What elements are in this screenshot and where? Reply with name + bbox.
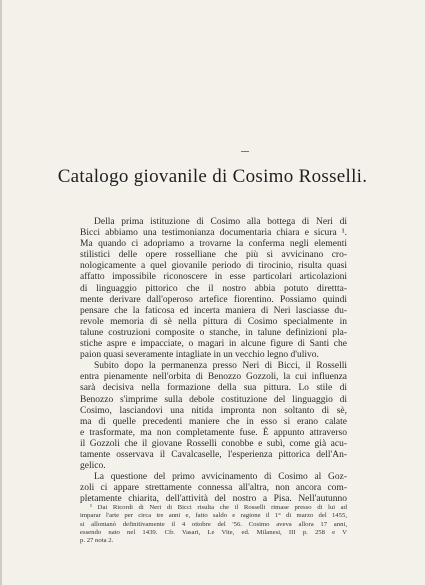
body-line: paion quasi severamente intagliate in un vecchio legno d'ulivo. (80, 350, 319, 361)
body-line: tamente osservava il Cavalcaselle, l'esperienza pittorica dell'An- (80, 449, 347, 460)
page-edge (0, 0, 2, 585)
body-line: Benozzo s'imprime sulla debole costituzione del linguaggio di (80, 394, 347, 405)
body-line: e trasformate, ma non completamente fuse. È appunto attraverso (80, 427, 347, 438)
body-line: di linguaggio pittorico che il nostro abbia potuto direttta- (80, 283, 347, 294)
body-line: mente derivare dall'operoso artefice fiorentino. Possiamo quindi (80, 294, 347, 305)
footnote-line: essendo nato nel 1439. Cfr. Vasari, Le Vite, ed. Milanesi, III p. 258 e V (80, 528, 347, 536)
body-line: pletamente chiarita, dell'attività del nostro a Pisa. Nell'autunno (80, 494, 347, 505)
body-line: nologicamente a quel giovanile periodo di tirocinio, risulta quasi (80, 261, 347, 272)
body-line: Subito dopo la permanenza presso Neri di Bicci, il Rosselli (94, 361, 347, 372)
footnote-line: ¹ Dai Ricordi di Neri di Bicci risulta che il Rosselli rimase presso di lui ad (90, 504, 347, 511)
footnotes (80, 504, 347, 545)
body-line: Ma quando ci adopriamo a trovarne la conferma negli elementi (80, 239, 347, 250)
footnote-line: imparar l'arte per circa tre anni e, fatto saldo e ragione il 1° di marzo del 1455, (80, 512, 347, 520)
body-line: pensare che la faticosa ed incerta maniera di Neri lasciasse du- (80, 305, 347, 316)
body-line: Cosimo, lasciandovi una nitida impronta non soltanto di sè, (80, 405, 347, 416)
body-line: il Gozzoli che il giovane Rosselli conobbe e subì, come già acu- (80, 438, 347, 449)
body-line: sarà decisiva nella formazione della sua pittura. Lo stile di (80, 383, 347, 394)
body-line: stiche aspre e impacciate, o magari in alcune figure di Santi che (80, 339, 347, 350)
body-line: stilistici delle opere rosselliane che più si avvicinano cro- (80, 250, 347, 261)
body-line: revole memoria di sè nella pittura di Cosimo specialmente in (80, 316, 347, 327)
body-text (80, 217, 347, 505)
section-mark (241, 151, 249, 152)
page-title: Catalogo giovanile di Cosimo Rosselli. (57, 166, 368, 187)
body-line: gelico. (80, 461, 106, 472)
body-line: zoli ci appare strettamente connessa all'altra, non ancora com- (80, 483, 347, 494)
body-line: affatto impossibile riconoscere in esse particolari articolazioni (80, 272, 347, 283)
body-line: talune costruzioni composite o stanche, in talune definizioni pla- (80, 327, 347, 338)
body-line: Della prima istituzione di Cosimo alla bottega di Neri di (94, 217, 347, 227)
footnote-line: p. 27 nota 2. (80, 537, 114, 545)
body-line: La questione del primo avvicinamento di Cosimo al Goz- (94, 472, 347, 483)
footnote-line: si allontanò definitivamente il 4 ottobre del '56. Cosimo aveva allora 17 anni, (80, 520, 347, 528)
body-line: Bicci abbiamo una testimonianza documentaria chiara e sicura ¹. (80, 228, 347, 239)
body-line: entra pienamente nell'orbita di Benozzo Gozzoli, la cui influenza (80, 372, 347, 383)
body-line: ma di quelle precedenti maniere che in esso si erano calate (80, 416, 347, 427)
